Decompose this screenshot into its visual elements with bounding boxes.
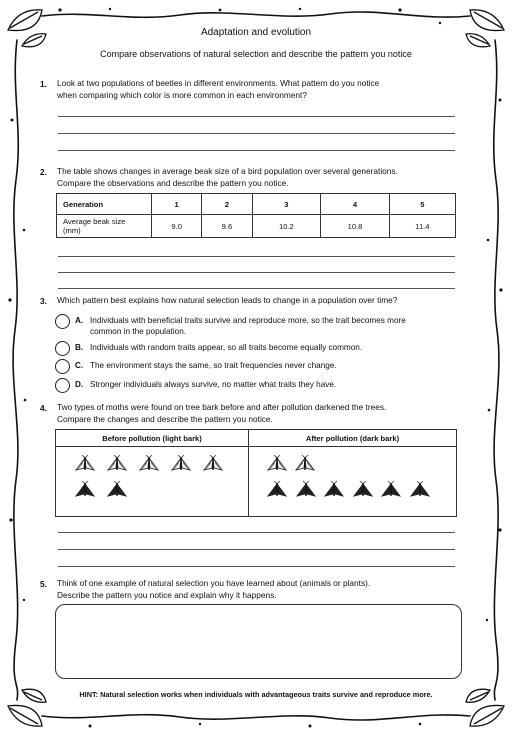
answer-line[interactable] (58, 116, 455, 117)
hint-text: HINT: Natural selection works when individuals with advantageous traits survive and reproduce more. (79, 690, 433, 699)
worksheet-subtitle: Compare observations of natural selection and describe the pattern you notice (100, 49, 412, 59)
beak-size-value: 10.8 (321, 215, 390, 238)
option-text: The environment stays the same, so trait frequencies never change. (90, 361, 337, 370)
radio-circle[interactable] (55, 341, 70, 356)
border-top-vine (42, 12, 470, 17)
border-left-vine (13, 40, 18, 700)
generation-1: 1 (152, 194, 202, 215)
beak-size-value: 11.4 (389, 215, 455, 238)
beak-size-value: 9.6 (202, 215, 252, 238)
dark-moth-icon (409, 481, 431, 499)
light-moth-icon (202, 455, 224, 473)
answer-line[interactable] (58, 256, 455, 257)
border-bottom-vine (42, 715, 470, 720)
answer-line[interactable] (58, 549, 455, 550)
table-header-row (57, 194, 456, 215)
beak-size-table (56, 193, 456, 238)
dark-moth-icon (106, 481, 128, 499)
answer-line[interactable] (58, 566, 455, 567)
question-4-text: Two types of moths were found on tree bark before and after pollution darkened the trees. Compare the changes and describe the pattern you notice. (57, 402, 387, 424)
worksheet-title: Adaptation and evolution (200, 27, 312, 38)
generation-2: 2 (202, 194, 252, 215)
beak-size-value: 10.2 (252, 215, 321, 238)
option-text: Stronger individuals always survive, no matter what traits they have. (90, 380, 337, 389)
before-pollution-header: Before pollution (light bark) (102, 434, 202, 443)
option-text: Individuals with beneficial traits survive and reproduce more, so the trait becomes more common in the population. (90, 316, 406, 336)
dark-moth-icon (266, 481, 288, 499)
beak-size-label: Average beak size (mm) (57, 215, 152, 238)
dark-moth-icon (323, 481, 345, 499)
header-divider (56, 446, 456, 447)
moth-comparison-table (55, 429, 457, 517)
light-moth-icon (74, 455, 96, 473)
answer-line[interactable] (58, 288, 455, 289)
beak-size-value: 9.0 (152, 215, 202, 238)
light-moth-icon (294, 455, 316, 473)
generation-5: 5 (389, 194, 455, 215)
option-letter: D. (75, 380, 84, 389)
after-pollution-header: After pollution (dark bark) (305, 434, 400, 443)
generation-3: 3 (252, 194, 321, 215)
radio-circle[interactable] (55, 314, 70, 329)
question-2-number: 2. (40, 167, 47, 177)
answer-line[interactable] (58, 532, 455, 533)
question-3-text: Which pattern best explains how natural selection leads to change in a population over time? (57, 295, 398, 305)
answer-line[interactable] (58, 150, 455, 151)
radio-circle[interactable] (55, 359, 70, 374)
question-5-number: 5. (40, 579, 47, 589)
answer-box[interactable] (55, 604, 462, 679)
light-moth-icon (106, 455, 128, 473)
option-letter: B. (75, 343, 84, 352)
option-letter: A. (75, 316, 84, 325)
question-3-number: 3. (40, 296, 47, 306)
table-row (57, 215, 456, 238)
light-moth-icon (138, 455, 160, 473)
question-4-number: 4. (40, 403, 47, 413)
generation-4: 4 (321, 194, 390, 215)
light-moth-icon (170, 455, 192, 473)
question-1-number: 1. (40, 79, 47, 89)
light-moth-icon (266, 455, 288, 473)
dark-moth-icon (74, 481, 96, 499)
generation-header: Generation (57, 194, 152, 215)
radio-circle[interactable] (55, 378, 70, 393)
question-1-text: Look at two populations of beetles in different environments. What pattern do you notice when comparing which color is more common in each environment? (57, 78, 380, 100)
border-right-vine (494, 40, 499, 700)
question-2-text: The table shows changes in average beak size of a bird population over several generations. Compare the observations and describe the pattern you notice. (57, 166, 398, 188)
question-5-text: Think of one example of natural selection you have learned about (animals or plants). Describe the pattern you notice and explain why it happens. (57, 578, 371, 600)
dark-moth-icon (352, 481, 374, 499)
answer-line[interactable] (58, 272, 455, 273)
option-text: Individuals with random traits appear, so all traits become equally common. (90, 343, 363, 352)
option-letter: C. (75, 361, 84, 370)
answer-line[interactable] (58, 133, 455, 134)
dark-moth-icon (380, 481, 402, 499)
dark-moth-icon (295, 481, 317, 499)
